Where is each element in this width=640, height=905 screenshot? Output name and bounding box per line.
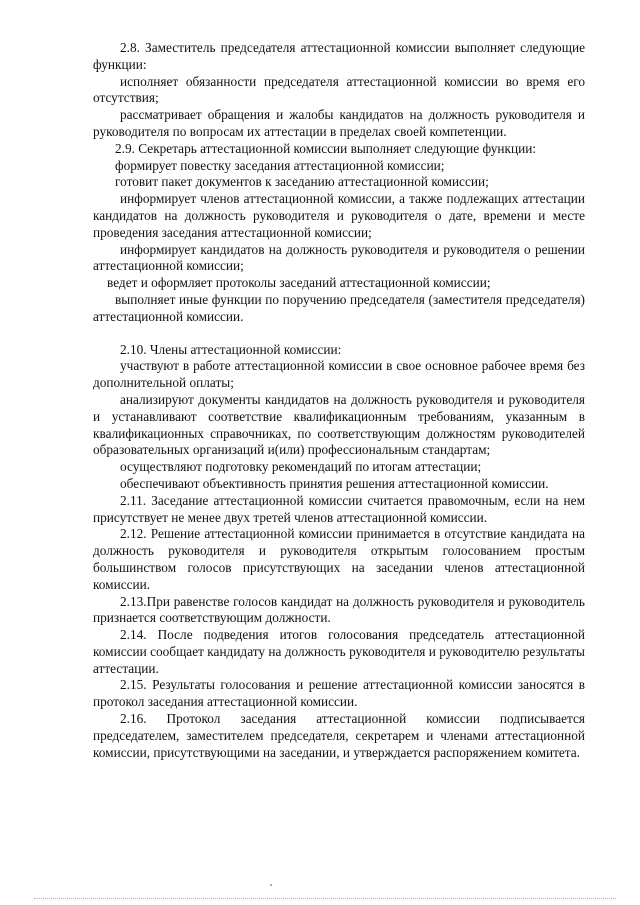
paragraph-2-14: 2.14. После подведения итогов голосования председатель аттестационной комиссии сообщает кандидату на должность руководителя и руководителю результаты аттестации. (93, 627, 585, 676)
paragraph-2-16: 2.16. Протокол заседания аттестационной комиссии подписывается председателем, заместителем председателя, секретарем и членами аттестационной комиссии, присутствующими на заседании, и утверждается распоряжением комитета. (93, 711, 585, 760)
paragraph-gap (93, 326, 585, 342)
paragraph-2-10-item-4: обеспечивают объективность принятия решения аттестационной комиссии. (120, 475, 549, 491)
scan-edge-dots (34, 898, 616, 900)
paragraph-2-11: 2.11. Заседание аттестационной комиссии считается правомочным, если на нем присутствует не менее двух третей членов аттестационной комиссии. (93, 492, 585, 525)
paragraph-2-12: 2.12. Решение аттестационной комиссии принимается в отсутствие кандидата на должность руководителя и руководителя открытым голосованием простым большинством голосов присутствующих на заседании членов аттестационной комиссии. (93, 526, 585, 592)
paragraph-2-8-item-2: рассматривает обращения и жалобы кандидатов на должность руководителя и руководителя по вопросам их аттестации в пределах своей компетенции. (93, 107, 585, 139)
paragraph-2-9-item-3: информирует членов аттестационной комиссии, а также подлежащих аттестации кандидатов на должность руководителя и руководителя о дате, времени и месте проведения заседания аттестационной комиссии; (93, 191, 585, 240)
paragraph-2-10: 2.10. Члены аттестационной комиссии: (120, 341, 342, 357)
document-body (93, 40, 585, 761)
paragraph-2-9-item-1: формирует повестку заседания аттестационной комиссии; (115, 157, 445, 173)
paragraph-2-15: 2.15. Результаты голосования и решение аттестационной комиссии заносятся в протокол заседания аттестационной комиссии. (93, 677, 585, 710)
paragraph-2-9-item-4: информирует кандидатов на должность руководителя и руководителя о решении аттестационной комиссии; (93, 241, 585, 274)
paragraph-2-9-item-6: выполняет иные функции по поручению председателя (заместителя председателя) аттестационной комиссии. (93, 291, 585, 324)
paragraph-2-9: 2.9. Секретарь аттестационной комиссии выполняет следующие функции: (115, 140, 537, 156)
paragraph-2-10-item-3: осуществляют подготовку рекомендаций по итогам аттестации; (120, 459, 482, 475)
paragraph-2-10-item-2: анализируют документы кандидатов на должность руководителя и руководителя и устанавливают соответствие квалификационным требованиям, указанным в квалификационных справочниках, по соответствующим должностям руководителей образовательных организаций и(или) профессиональным стандартам; (93, 391, 585, 458)
paragraph-2-9-item-5: ведет и оформляет протоколы заседаний аттестационной комиссии; (107, 275, 491, 291)
paragraph-2-8: 2.8. Заместитель председателя аттестационной комиссии выполняет следующие функции: (93, 40, 585, 72)
paragraph-2-9-item-2: готовит пакет документов к заседанию аттестационной комиссии; (115, 174, 489, 190)
scan-speck (270, 884, 272, 886)
paragraph-2-13: 2.13.При равенстве голосов кандидат на должность руководителя и руководитель признается соответствующим должности. (93, 593, 585, 626)
paragraph-2-8-item-1: исполняет обязанности председателя аттестационной комиссии во время его отсутствия; (93, 73, 585, 106)
paragraph-2-10-item-1: участвуют в работе аттестационной комиссии в свое основное рабочее время без дополнительной оплаты; (93, 358, 585, 391)
